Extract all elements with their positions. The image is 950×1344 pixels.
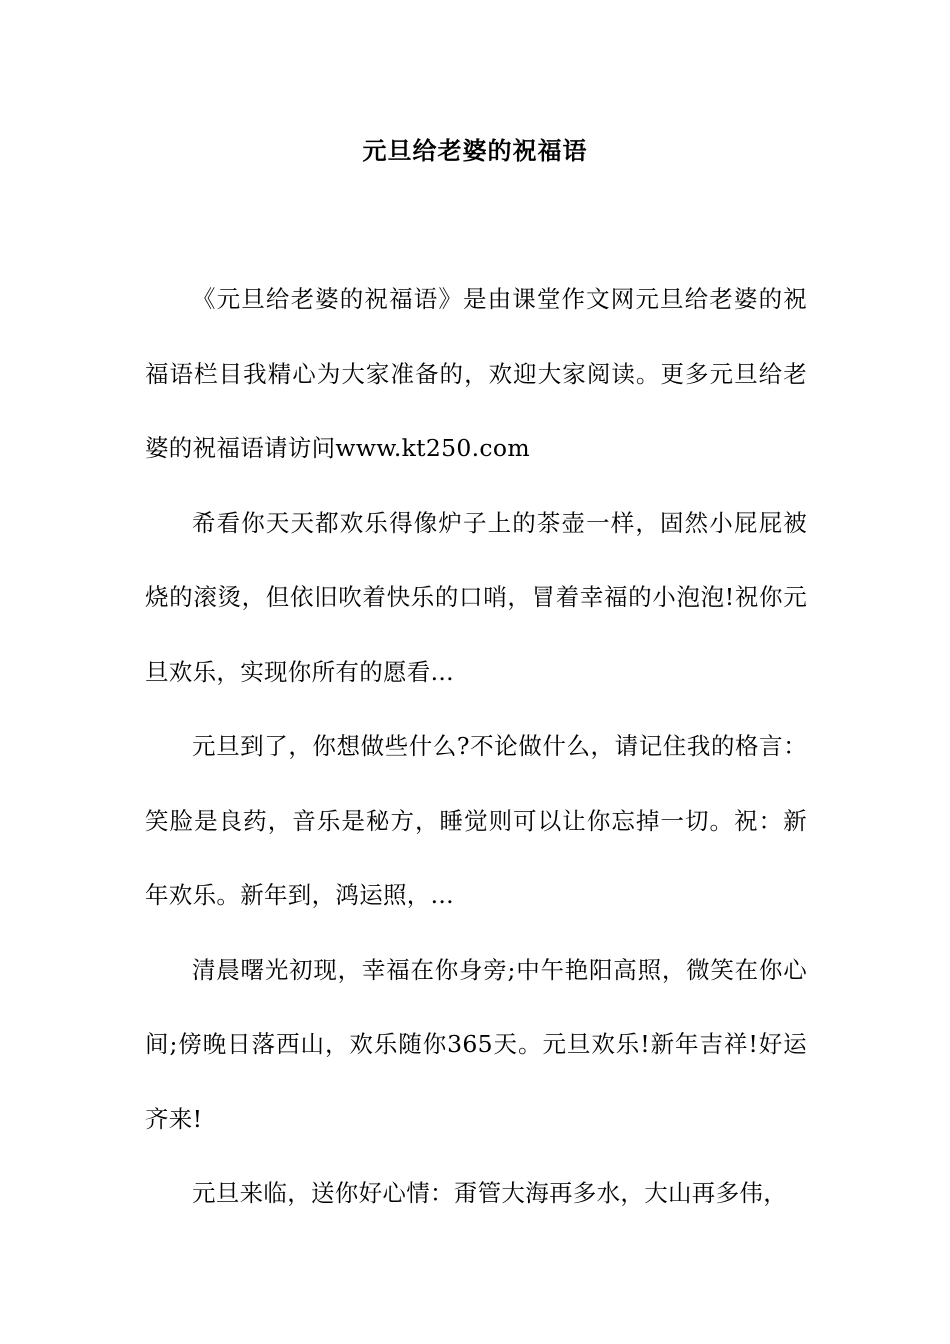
paragraph-wish-2: 元旦到了，你想做些什么?不论做什么，请记住我的格言：笑脸是良药，音乐是秘方，睡觉则可以让你忘掉一切。祝：新年欢乐。新年到，鸿运照，... (145, 732, 807, 909)
paragraph-intro: 《元旦给老婆的祝福语》是由课堂作文网元旦给老婆的祝福语栏目我精心为大家准备的，欢迎大家阅读。更多元旦给老婆的祝福语请访问www.kt250.com (145, 285, 807, 462)
paragraph-wish-4: 元旦来临，送你好心情：甭管大海再多水，大山再多伟， (192, 1179, 787, 1207)
paragraph-wish-3: 清晨曙光初现，幸福在你身旁;中午艳阳高照，微笑在你心间;傍晚日落西山，欢乐随你365天。元旦欢乐!新年吉祥!好运齐来! (145, 955, 807, 1133)
paragraph-wish-1: 希看你天天都欢乐得像炉子上的茶壶一样，固然小屁屁被烧的滚烫，但依旧吹着快乐的口哨，冒着幸福的小泡泡!祝你元旦欢乐，实现你所有的愿看... (145, 508, 807, 686)
document-body (145, 262, 807, 1231)
document-title: 元旦给老婆的祝福语 (362, 137, 588, 165)
